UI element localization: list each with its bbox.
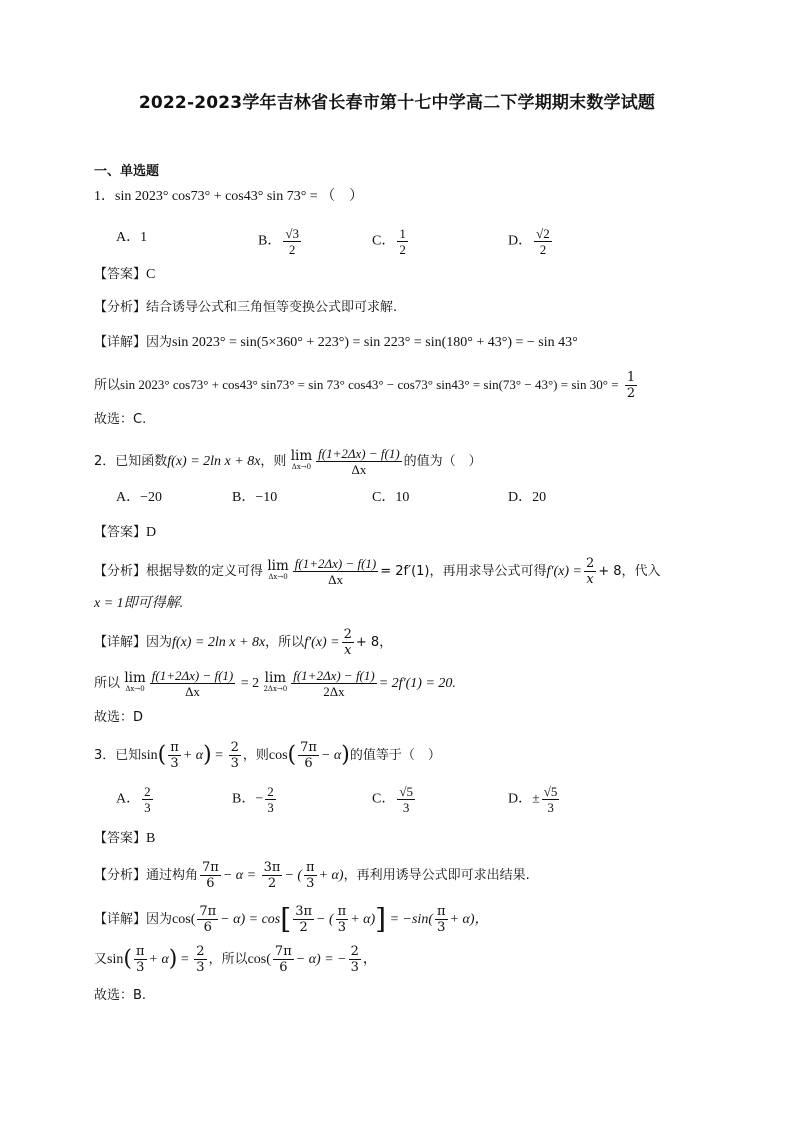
q1-option-d: D． $\frac{√2}{2}$ — [508, 226, 550, 257]
q1-detail-1: 【详解】因为sin 2023° = sin(5×360° + 223°) = sin 223° = sin(180° + 43°) = − sin 43° — [94, 335, 578, 350]
q3-detail-2: 又sin( $\frac{\pi}{3}$ + α) = $\frac{2}{3}$ ，所以cos( $\frac{7\pi}{6}$ − α) = − $\frac{2}{3}$ ， — [94, 944, 377, 975]
page-title: 2022-2023学年吉林省长春市第十七中学高二下学期期末数学试题 — [138, 93, 656, 113]
q3-options — [0, 784, 794, 818]
q3-option-d: D．± $\frac{√5}{3}$ — [508, 784, 558, 815]
q3-stem: 3．已知sin( $\frac{\pi}{3}$ + α) = $\frac{2}{3}$ ，则cos( $\frac{7\pi}{6}$ − α)的值等于（ ） — [94, 740, 441, 771]
q2-option-d: D．20 — [508, 490, 547, 505]
q2-option-b: B．−10 — [232, 490, 278, 505]
q1-analysis: 【分析】结合诱导公式和三角恒等变换公式即可求解. — [94, 300, 398, 315]
q3-option-b: B．− $\frac{2}{3}$ — [232, 784, 274, 815]
q1-answer: 【答案】C — [94, 267, 156, 282]
q3-detail-1: 【详解】因为cos( $\frac{7\pi}{6}$ − α) = cos[ $\frac{3\pi}{2}$ − ( $\frac{\pi}{3}$ + α)] = −sin( $\frac{\pi}{3}$ + α)， — [94, 902, 489, 936]
q2-stem: 2．已知函数f(x) = 2ln x + 8x，则 lim Δx→0 $\frac{f(1+2\Delta x) - f(1)}{\Delta x}$ 的值为（ ） — [94, 446, 482, 477]
q1-options — [0, 226, 794, 260]
q2-analysis: 【分析】根据导数的定义可得 lim Δx→0 $\frac{f(1+2\Delta x) - f(1)}{\Delta x}$ = 2f′(1)，再用求导公式可得f′(x) = $\frac{2}{x}$ + 8，代入 — [94, 556, 661, 587]
q1-stem: 1．sin 2023° cos73° + cos43° sin 73° = （ ） — [94, 189, 364, 204]
q1-option-c: C． $\frac{1}{2}$ — [372, 226, 406, 257]
q3-option-a: A． $\frac{2}{3}$ — [116, 784, 151, 815]
q3-conclusion: 故选：B. — [94, 988, 147, 1003]
q2-analysis-line2: x = 1即可得解. — [94, 596, 184, 611]
q1-conclusion: 故选：C. — [94, 412, 147, 427]
q2-detail-1: 【详解】因为f(x) = 2ln x + 8x，所以f′(x) = $\frac{2}{x}$ + 8， — [94, 627, 393, 658]
q2-detail-2: 所以 lim Δx→0 $\frac{f(1+2\Delta x) - f(1)}{\Delta x}$ = 2 lim 2Δx→0 $\frac{f(1+2\Delta x) - f(1)}{2\Delta x}$ = 2f′(1) = 20. — [94, 668, 456, 699]
q3-answer: 【答案】B — [94, 831, 156, 846]
q2-conclusion: 故选：D — [94, 710, 144, 725]
section-heading: 一、单选题 — [94, 164, 160, 179]
q3-analysis: 【分析】通过构角 $\frac{7\pi}{6}$ − α = $\frac{3\pi}{2}$ − ( $\frac{\pi}{3}$ + α)，再利用诱导公式即可求出结果. — [94, 860, 530, 891]
q2-option-c: C．10 — [372, 490, 410, 505]
q2-answer: 【答案】D — [94, 525, 157, 540]
q1-option-b: B． $\frac{√3}{2}$ — [258, 226, 299, 257]
q1-option-a: A．1 — [116, 230, 148, 245]
q2-option-a: A．−20 — [116, 490, 163, 505]
q1-detail-2: 所以sin 2023° cos73° + cos43° sin73° = sin 73° cos43° − cos73° sin43° = sin(73° − 43°) = sin 30° = $\frac{1}{2}$ — [94, 370, 636, 401]
q3-option-c: C． $\frac{√5}{3}$ — [372, 784, 413, 815]
